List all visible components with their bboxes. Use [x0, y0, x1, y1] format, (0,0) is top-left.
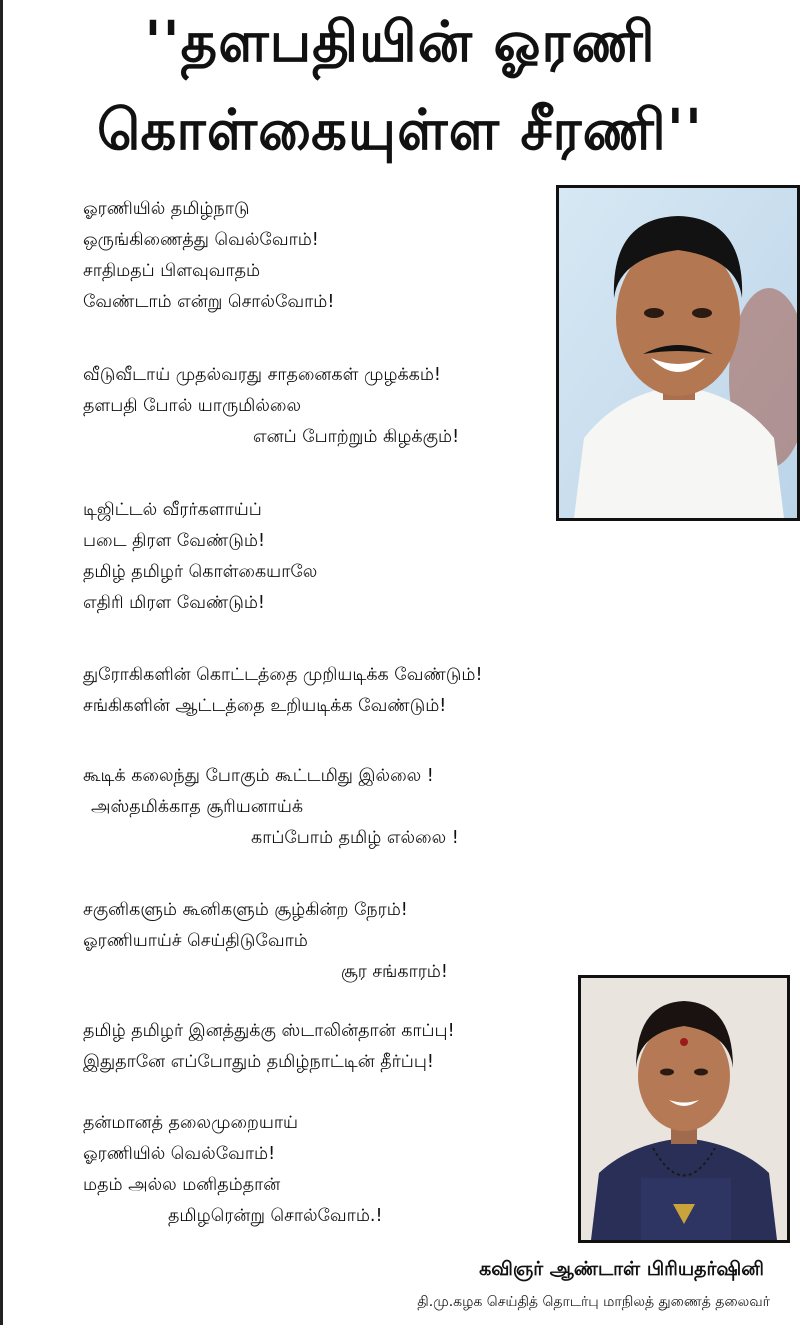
stanza-7 [83, 1016, 455, 1078]
stanza-line: கூடிக் கலைந்து போகும் கூட்டமிது இல்லை ! [83, 766, 434, 786]
stanza-line: தமிழரென்று சொல்வோம்.! [168, 1206, 383, 1226]
stanza-line: சகுனிகளும் கூனிகளும் சூழ்கின்ற நேரம்! [83, 900, 408, 920]
stanza-6 [83, 895, 448, 988]
author-name: கவிஞர் ஆண்டாள் பிரியதர்ஷினி [479, 1258, 764, 1280]
stanza-line: துரோகிகளின் கொட்டத்தை முறியடிக்க வேண்டும்! [83, 665, 483, 685]
stanza-line: டிஜிட்டல் வீரர்களாய்ப் [83, 500, 262, 520]
stanza-line: சூர சங்காரம்! [341, 962, 448, 982]
stanza-line: தமிழ் தமிழர் கொள்கையாலே [83, 562, 318, 582]
stanza-line: அஸ்தமிக்காத சூரியனாய்க் [91, 797, 304, 817]
stanza-line: தன்மானத் தலைமுறையாய் [83, 1113, 299, 1133]
stanza-line: மதம் அல்ல மனிதம்தான் [83, 1175, 281, 1195]
stanza-8 [83, 1108, 383, 1232]
author-role: தி.மு.கழக செய்தித் தொடர்பு மாநிலத் துணைத் தலைவர் [417, 1294, 770, 1310]
stanza-line: எதிரி மிரள வேண்டும்! [83, 593, 265, 613]
stanza-1 [83, 194, 334, 318]
stanza-line: ஓரணியாய்ச் செய்திடுவோம் [83, 931, 308, 951]
poem-title-line-1: ''தளபதியின் ஓரணி [144, 10, 656, 75]
left-border-rule [0, 0, 3, 1325]
stanza-3 [83, 495, 317, 619]
stanza-line: ஓரணியில் வெல்வோம்! [83, 1144, 276, 1164]
stanza-line: வேண்டாம் என்று சொல்வோம்! [83, 292, 335, 312]
author-photo [578, 975, 790, 1243]
stanza-line: ஓரணியில் தமிழ்நாடு [83, 199, 250, 219]
stanza-2 [83, 360, 459, 453]
stanza-line: சாதிமதப் பிளவுவாதம் [83, 261, 261, 281]
leader-photo [556, 185, 800, 521]
stanza-4 [83, 660, 482, 722]
poem-title-line-2: கொள்கையுள்ள சீரணி'' [96, 98, 704, 163]
stanza-line: படை திரள வேண்டும்! [83, 531, 265, 551]
stanza-line: சங்கிகளின் ஆட்டத்தை உறியடிக்க வேண்டும்! [83, 696, 447, 716]
stanza-line: வீடுவீடாய் முதல்வரது சாதனைகள் முழக்கம்! [83, 365, 441, 385]
stanza-line: எனப் போற்றும் கிழக்கும்! [253, 427, 460, 447]
stanza-line: இதுதானே எப்போதும் தமிழ்நாட்டின் தீர்ப்பு! [83, 1052, 434, 1072]
stanza-5 [83, 761, 459, 854]
stanza-line: காப்போம் தமிழ் எல்லை ! [251, 828, 459, 848]
stanza-line: தமிழ் தமிழர் இனத்துக்கு ஸ்டாலின்தான் காப்பு! [83, 1021, 455, 1041]
stanza-line: தளபதி போல் யாருமில்லை [83, 396, 301, 416]
stanza-line: ஒருங்கிணைத்து வெல்வோம்! [83, 230, 319, 250]
